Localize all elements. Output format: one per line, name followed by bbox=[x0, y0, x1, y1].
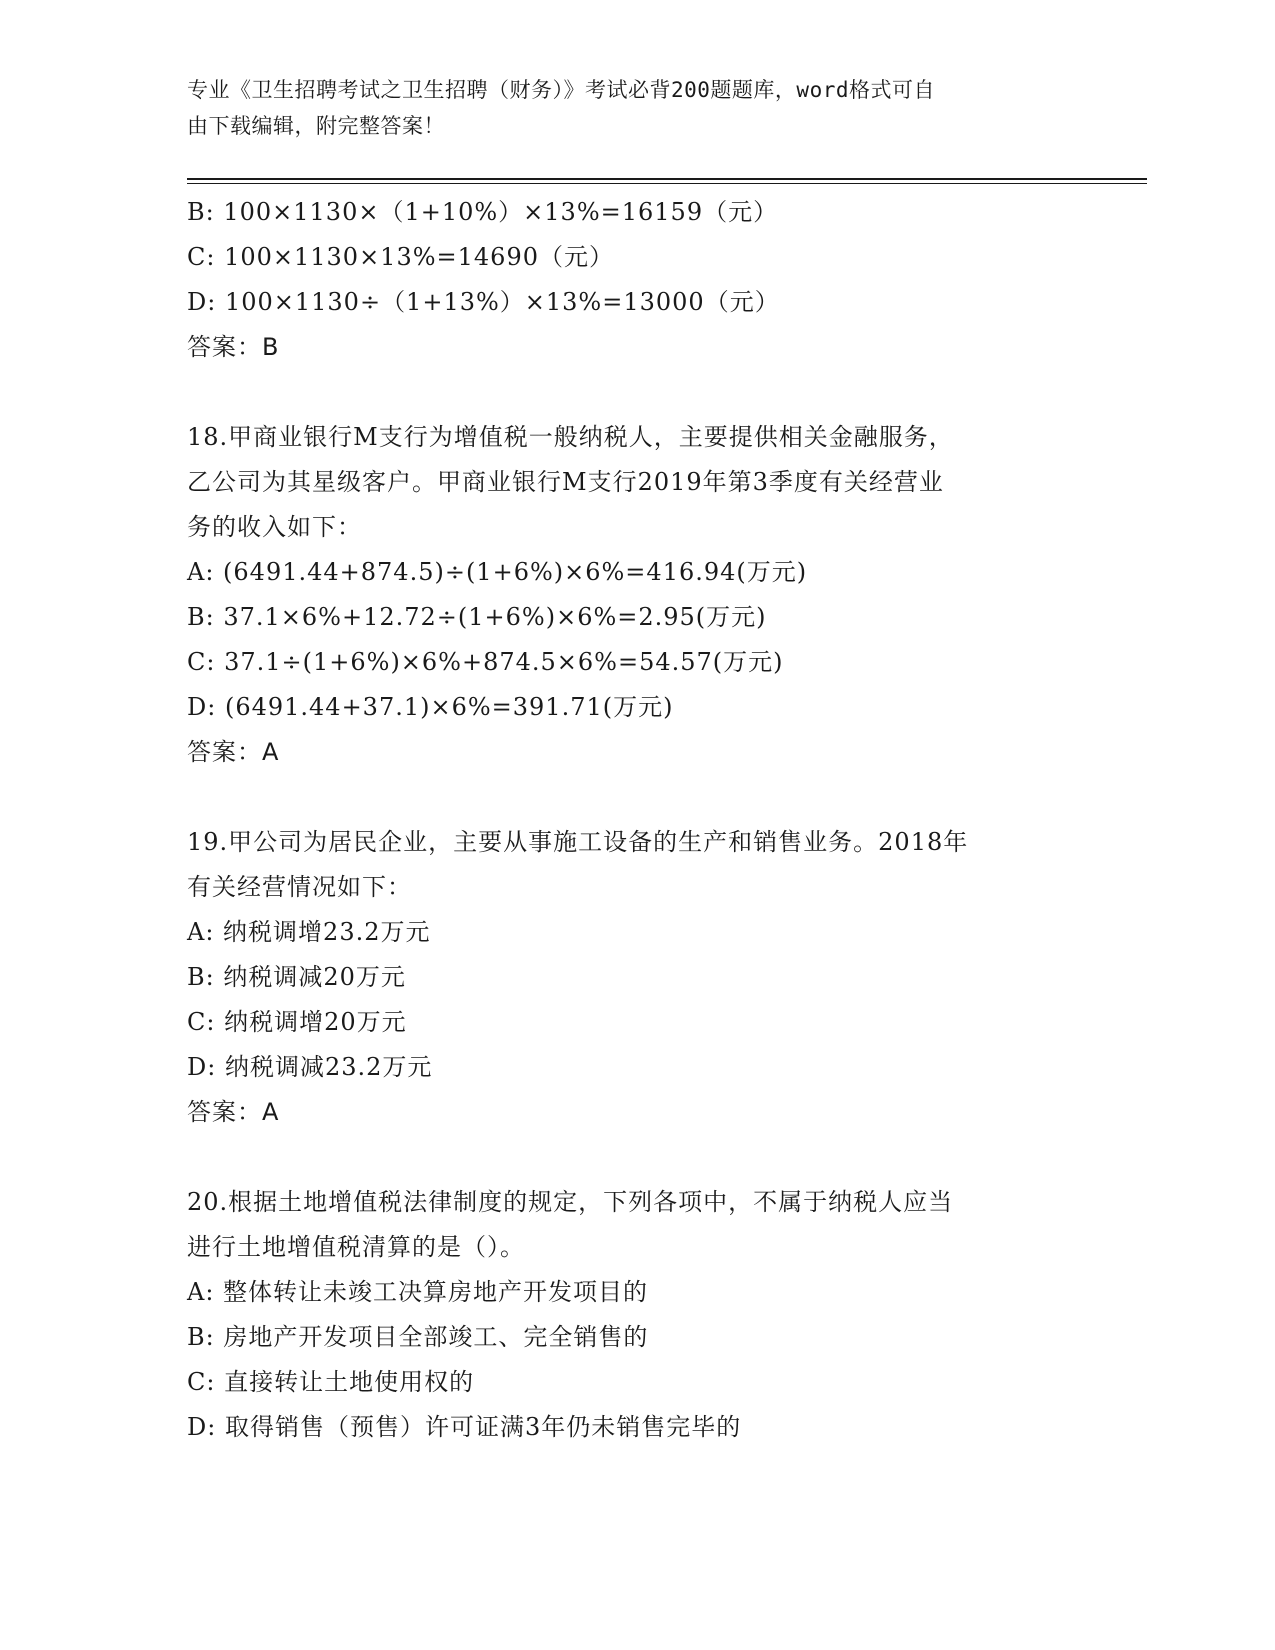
question-19 bbox=[187, 820, 1087, 1135]
question-stem: 务的收入如下： bbox=[187, 513, 362, 541]
answer: 答案：B bbox=[187, 333, 280, 361]
option-a: A: 整体转让未竣工决算房地产开发项目的 bbox=[187, 1278, 649, 1306]
option-c: C: 100×1130×13%=14690（元） bbox=[187, 243, 614, 271]
question-18 bbox=[187, 415, 1087, 775]
question-stem: 20.根据土地增值税法律制度的规定，下列各项中，不属于纳税人应当 bbox=[187, 1188, 954, 1216]
question-stem: 有关经营情况如下： bbox=[187, 873, 412, 901]
option-d: D: 取得销售（预售）许可证满3年仍未销售完毕的 bbox=[187, 1413, 742, 1441]
option-b: B: 37.1×6%+12.72÷(1+6%)×6%=2.95(万元) bbox=[187, 603, 767, 631]
option-b: B: 房地产开发项目全部竣工、完全销售的 bbox=[187, 1323, 649, 1351]
answer: 答案：A bbox=[187, 738, 280, 766]
option-c: C: 37.1÷(1+6%)×6%+874.5×6%=54.57(万元) bbox=[187, 648, 784, 676]
option-a: A: (6491.44+874.5)÷(1+6%)×6%=416.94(万元) bbox=[187, 558, 808, 586]
answer: 答案：A bbox=[187, 1098, 280, 1126]
question-17 bbox=[187, 190, 1087, 370]
header-divider-thick bbox=[187, 178, 1147, 180]
option-d: D: 纳税调减23.2万元 bbox=[187, 1053, 433, 1081]
spacer bbox=[187, 1135, 1087, 1180]
header-line-1: 专业《卫生招聘考试之卫生招聘（财务）》考试必背200题题库，word格式可自 bbox=[187, 78, 935, 102]
question-stem: 19.甲公司为居民企业，主要从事施工设备的生产和销售业务。2018年 bbox=[187, 828, 969, 856]
question-list bbox=[187, 190, 1087, 1450]
document-header bbox=[187, 72, 1067, 144]
question-stem: 18.甲商业银行M支行为增值税一般纳税人，主要提供相关金融服务， bbox=[187, 423, 954, 451]
spacer bbox=[187, 370, 1087, 415]
option-c: C: 直接转让土地使用权的 bbox=[187, 1368, 475, 1396]
question-stem: 进行土地增值税清算的是（）。 bbox=[187, 1233, 525, 1261]
header-divider-thin bbox=[187, 183, 1147, 184]
option-d: D: (6491.44+37.1)×6%=391.71(万元) bbox=[187, 693, 674, 721]
option-a: A: 纳税调增23.2万元 bbox=[187, 918, 431, 946]
option-d: D: 100×1130÷（1+13%）×13%=13000（元） bbox=[187, 288, 780, 316]
option-c: C: 纳税调增20万元 bbox=[187, 1008, 407, 1036]
option-b: B: 100×1130×（1+10%）×13%=16159（元） bbox=[187, 198, 779, 226]
question-stem: 乙公司为其星级客户。甲商业银行M支行2019年第3季度有关经营业 bbox=[187, 468, 944, 496]
spacer bbox=[187, 775, 1087, 820]
question-20 bbox=[187, 1180, 1087, 1450]
option-b: B: 纳税调减20万元 bbox=[187, 963, 406, 991]
header-line-2: 由下载编辑，附完整答案！ bbox=[187, 114, 445, 138]
